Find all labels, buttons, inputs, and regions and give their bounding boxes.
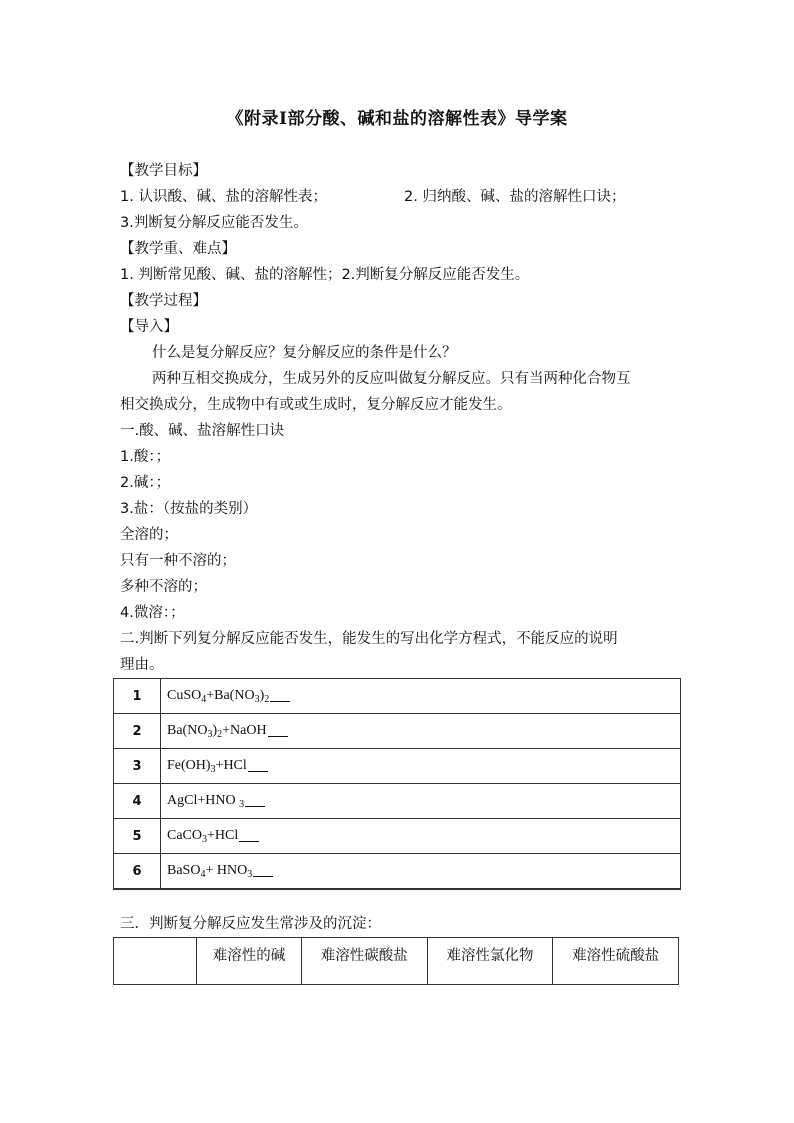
part2-line-1: 二.判断下列复分解反应能否发生，能发生的写出化学方程式，不能反应的说明 — [120, 631, 618, 647]
part1-heading: 一.酸、碱、盐溶解性口诀 — [120, 423, 285, 439]
reaction-equation[interactable] — [161, 714, 681, 749]
table-row — [114, 749, 681, 784]
answer-blank[interactable] — [245, 792, 265, 807]
goals-heading: 【教学目标】 — [120, 163, 207, 179]
goal-1: 1. 认识酸、碱、盐的溶解性表； — [120, 189, 327, 205]
goal-2: 2. 归纳酸、碱、盐的溶解性口诀； — [404, 189, 626, 205]
page-title: 《附录Ⅰ部分酸、碱和盐的溶解性表》导学案 — [226, 109, 568, 129]
row-number: 4 — [114, 784, 161, 819]
precipitates-table — [113, 937, 679, 985]
intro-answer-line-1: 两种互相交换成分，生成另外的反应叫做复分解反应。只有当两种化合物互 — [152, 371, 631, 387]
formula-part: ) — [212, 723, 218, 738]
process-heading: 【教学过程】 — [120, 293, 207, 309]
header-insoluble-chloride: 难溶性氯化物 — [427, 938, 553, 985]
formula-part: AgCl+HNO — [167, 793, 240, 808]
formula-part: +Ba(NO — [206, 688, 255, 703]
row-number: 5 — [114, 819, 161, 854]
key-text: 1. 判断常见酸、碱、盐的溶解性；2.判断复分解反应能否发生。 — [120, 267, 530, 283]
reaction-equation[interactable] — [161, 749, 681, 784]
key-heading: 【教学重、难点】 — [120, 241, 236, 257]
subscript: 3 — [247, 869, 253, 880]
row-number: 6 — [114, 854, 161, 890]
formula-part: Ba(NO — [167, 723, 208, 738]
answer-blank[interactable] — [270, 687, 290, 702]
subscript: 4 — [200, 869, 206, 880]
slightly-soluble: 4.微溶：； — [120, 605, 185, 621]
subscript: 2 — [217, 729, 223, 740]
salt-rule: 3.盐：（按盐的类别） — [120, 501, 258, 517]
all-soluble: 全溶的； — [120, 527, 178, 543]
table-row — [114, 714, 681, 749]
formula-part: ) — [259, 688, 265, 703]
reaction-equation[interactable] — [161, 854, 681, 890]
goal-3: 3.判断复分解反应能否发生。 — [120, 215, 308, 231]
part3-heading: 三．判断复分解反应发生常涉及的沉淀： — [120, 916, 381, 932]
base-rule: 2.碱：； — [120, 475, 171, 491]
header-insoluble-sulfate: 难溶性硫酸盐 — [553, 938, 679, 985]
answer-blank[interactable] — [248, 757, 268, 772]
subscript: 3 — [207, 729, 213, 740]
row-number: 2 — [114, 714, 161, 749]
subscript: 3 — [210, 764, 216, 775]
reaction-equation[interactable] — [161, 819, 681, 854]
table-row — [114, 854, 681, 890]
intro-answer-line-2: 相交换成分，生成物中有或或生成时，复分解反应才能发生。 — [120, 397, 512, 413]
subscript: 2 — [264, 694, 270, 705]
formula-part: +NaOH — [222, 723, 267, 738]
many-insoluble: 多种不溶的； — [120, 579, 207, 595]
reactions-table — [113, 678, 681, 890]
formula-part: BaSO — [167, 863, 201, 878]
subscript: 3 — [239, 799, 245, 810]
formula-part: CuSO — [167, 688, 202, 703]
formula-part: Fe(OH) — [167, 758, 211, 773]
answer-blank[interactable] — [239, 827, 259, 842]
table-row — [114, 819, 681, 854]
reaction-equation[interactable] — [161, 679, 681, 714]
table-row — [114, 679, 681, 714]
row-number: 3 — [114, 749, 161, 784]
subscript: 3 — [254, 694, 260, 705]
header-insoluble-carbonate: 难溶性碳酸盐 — [301, 938, 427, 985]
answer-blank[interactable] — [268, 722, 288, 737]
formula-part: CaCO — [167, 828, 202, 843]
one-insoluble: 只有一种不溶的； — [120, 553, 236, 569]
answer-blank[interactable] — [253, 862, 273, 877]
row-number: 1 — [114, 679, 161, 714]
intro-question: 什么是复分解反应？复分解反应的条件是什么？ — [152, 345, 457, 361]
subscript: 3 — [202, 834, 207, 845]
formula-part: +HCl — [207, 828, 239, 843]
intro-heading: 【导入】 — [120, 319, 178, 335]
table-row — [114, 784, 681, 819]
part2-line-2: 理由。 — [120, 657, 164, 673]
table-row — [114, 938, 679, 985]
subscript: 4 — [201, 694, 207, 705]
acid-rule: 1.酸：； — [120, 449, 171, 465]
formula-part: + HNO — [205, 863, 248, 878]
empty-cell[interactable] — [114, 938, 197, 985]
reaction-equation[interactable] — [161, 784, 681, 819]
formula-part: +HCl — [215, 758, 247, 773]
header-insoluble-base: 难溶性的碱 — [197, 938, 302, 985]
